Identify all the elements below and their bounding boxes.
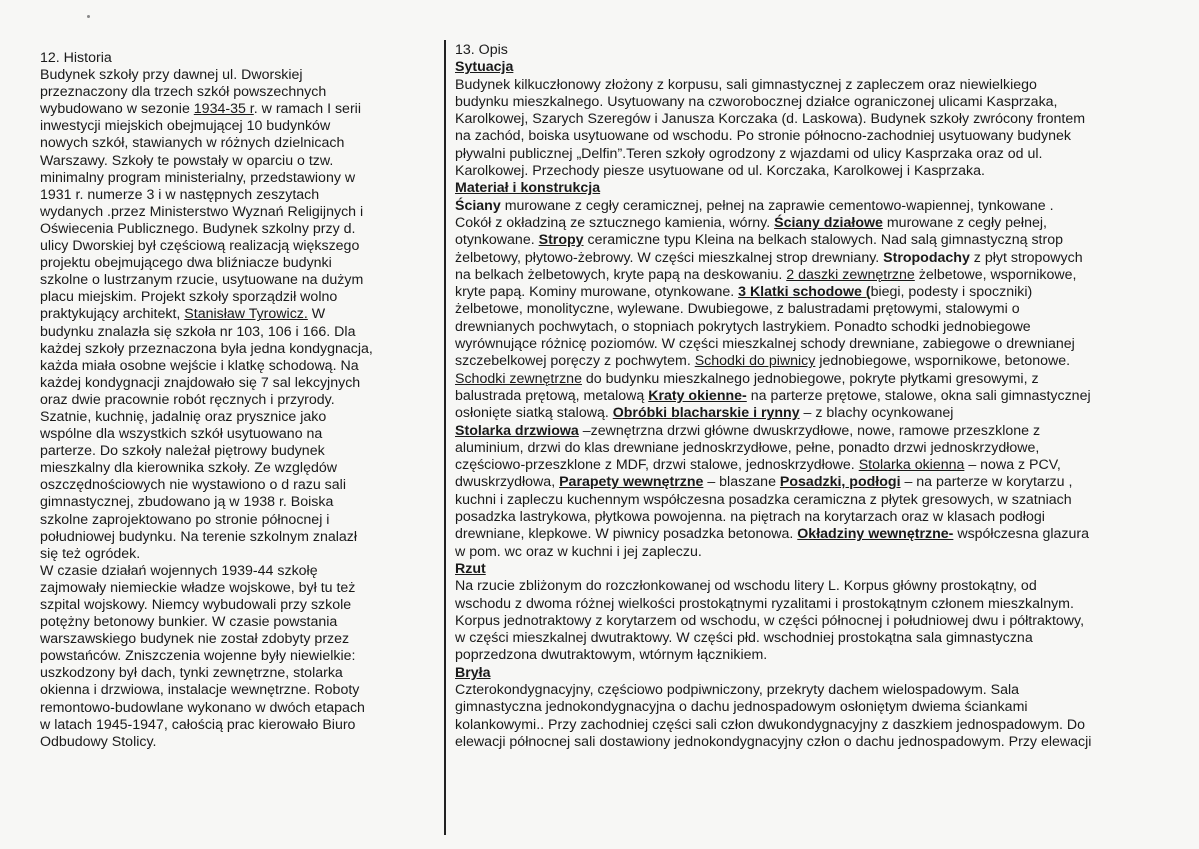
section-line: w pom. wc oraz w kuchni i jej zapleczu. (455, 543, 702, 560)
description-sections (455, 59, 1185, 751)
section-heading: Rzut (455, 560, 486, 577)
history-line: wybudowano w sezonie 1934-35 r. w ramach I serii (40, 101, 361, 118)
history-line: Oświecenia Publicznego. Budynek szkolny przy d. (40, 220, 356, 237)
section-line: w części mieszkalnej dwutraktowy. W części płd. wschodniej prostokątna sala gimnastyczna (455, 630, 1033, 647)
history-line: nowych szkół, stawianych w różnych dzielnicach (40, 135, 345, 152)
section-line: wschodu z dwoma różnej wielkości prostokątnymi ryzalitami i prostokątnym członem mieszkalnym. (455, 595, 1074, 612)
history-line: wydanych .przez Ministerstwo Wyznań Religijnych i (40, 203, 364, 220)
history-line: wspólne dla wszystkich szkół usytuowano na (40, 426, 323, 443)
section-line: otynkowane. Stropy ceramiczne typu Kleina na belkach stalowych. Nad salą gimnastyczną strop (455, 232, 1064, 249)
history-line: zajmowały niemieckie władze wojskowe, był tu też (40, 579, 356, 596)
section-line: szczebelkowej poręczy z pochwytem. Schodki do piwnicy jednobiegowe, wspornikowe, betonowe. (455, 353, 1071, 370)
history-line: budynku znalazła się szkoła nr 103, 106 i 166. Dla (40, 323, 356, 340)
section-line: Budynek kilkuczłonowy złożony z korpusu, sali gimnastycznej z zapleczem oraz niewielkiego (455, 76, 1037, 93)
history-line: 1931 r. numerze 3 i w następnych zeszytach (40, 186, 320, 203)
history-line: placu miejskim. Projekt szkoły sporządził wolno (40, 289, 338, 306)
history-line: remontowo-budowlane wykonano w dwóch etapach (40, 699, 365, 716)
history-line: każdej szkoły przeznaczona była jedna kondygnacja, (40, 340, 373, 357)
section-line: na belkach żelbetowych, kryte papą na deskowaniu. 2 daszki zewnętrzne żelbetowe, wspornikowe, (455, 266, 1077, 283)
section-heading: Materiał i konstrukcja (455, 180, 601, 197)
history-line: szkolne zaprojektowano po stronie północnej i (40, 511, 330, 528)
section-line: żelbetowy, płytowo-żebrowy. W części mieszkalnej strop drewniany. Stropodachy z płyt stropowych (455, 249, 1083, 266)
section-line: posadzka lastrykowa, płytkowa powojenna. na piętrach na korytarzach oraz w klasach podłogi (455, 509, 1045, 526)
history-line: gimnastycznej, zbudowano ją w 1938 r. Boiska (40, 494, 334, 511)
section-line: Korpus jednotraktowy z korytarzem od wschodu, w części północnej i południowej dwu i półtraktowy, (455, 612, 1085, 629)
history-line: powstańców. Zniszczenia wojenne były niewielkie: (40, 648, 356, 665)
section-heading: Bryła (455, 664, 491, 681)
description-column (455, 42, 1185, 751)
section-line: drewniane, klepkowe. W piwnicy posadzka betonowa. Okładziny wewnętrzne- współczesna glazura (455, 526, 1090, 543)
history-line: Budynek szkoły przy dawnej ul. Dworskiej (40, 67, 303, 84)
history-line: praktykujący architekt, Stanisław Tyrowicz. W (40, 306, 326, 323)
history-line: minimalny program ministerialny, przedstawiony w (40, 169, 356, 186)
section-heading: Sytuacja (455, 59, 514, 76)
history-line: warszawskiego budynek nie został zdobyty przez (40, 631, 350, 648)
section-line: kryte papą. Kominy murowane, otynkowane. 3 Klatki schodowe (biegi, podesty i spoczniki) (455, 284, 1033, 301)
section-line: Na rzucie zbliżonym do rozczłonkowanej od wschodu litery L. Korpus główny prostokątny, od (455, 578, 1037, 595)
section-line: Ściany murowane z cegły ceramicznej, pełnej na zaprawie cementowo-wapiennej, tynkowane . (455, 197, 1054, 214)
section-line: osłonięte siatką stalową. Obróbki blacharskie i rynny – z blachy ocynkowanej (455, 405, 954, 422)
history-column (40, 50, 435, 751)
history-line: W czasie działań wojennych 1939-44 szkołę (40, 562, 318, 579)
history-line: ulicy Dworskiej był częściową realizacją większego (40, 238, 360, 255)
section-line: drewnianych pochwytach, o stopniach pokrytych lastrykiem. Ponadto schodki jednobiegowe (455, 318, 1031, 335)
history-line: przeznaczony dla trzech szkół powszechnych (40, 84, 327, 101)
section-line: Stolarka drzwiowa –zewnętrzna drzwi główne dwuskrzydłowe, nowe, ramowe przeszklone z (455, 422, 1041, 439)
history-line: Warszawy. Szkoły te powstały w oparciu o tzw. (40, 152, 334, 169)
history-line: każda miała osobne wejście i klatkę schodową. Na (40, 357, 359, 374)
history-line: inwestycji miejskich obejmującej 10 budynków (40, 118, 331, 135)
history-line: oraz dwie pracownie robót ręcznych i przyrody. (40, 391, 335, 408)
section-line: na zachód, boiska usytuowane od wschodu. Po stronie północno-zachodniej usytuowany budynek (455, 128, 1071, 145)
history-title: 12. Historia (40, 50, 112, 66)
section-line: aluminium, drzwi do klas drewniane jednoskrzydłowe, pełne, ponadto drzwi jednoskrzydłowe, (455, 439, 1040, 456)
scan-speck (87, 15, 90, 18)
history-line: projektu obejmującego dwa bliźniacze budynki (40, 255, 332, 272)
section-line: Cokół z okładziną ze sztucznego kamienia, wórny. Ściany działowe murowane z cegły pełnej, (455, 214, 1047, 231)
section-line: Karolkowej, Szarych Szeregów i Janusza Korczaka (d. Laskowa). Budynek szkoły zwrócony frontem (455, 111, 1086, 128)
history-line: się też ogródek. (40, 545, 141, 562)
history-line: parterze. Do szkoły należał piętrowy budynek (40, 443, 325, 460)
history-line: południowej budynku. Na terenie szkolnym znalazł (40, 528, 358, 545)
section-line: balustrada prętową, metalową Kraty okienne- na parterze prętowe, stalowe, okna sali gimnastycznej (455, 387, 1091, 404)
section-line: Karolkowej. Przechody piesze usytuowane od ul. Korczaka, Karolkowej i Kasprzaka. (455, 163, 985, 180)
section-line: żelbetowe, monolityczne, wylewane. Dwubiegowe, z balustradami prętowymi, stalowymi o (455, 301, 1020, 318)
section-line: dwuskrzydłowa, Parapety wewnętrzne – blaszane Posadzki, podłogi – na parterze w korytarzu , (455, 474, 1073, 491)
section-line: kolankowymi.. Przy zachodniej części sali człon dwukondygnacyjny z daszkiem jednospadowym. Do (455, 716, 1086, 733)
history-line: potężny betonowy bunkier. W czasie powstania (40, 614, 338, 631)
history-line: w latach 1945-1947, całością prac kierowało Biuro (40, 716, 356, 733)
history-line: Odbudowy Stolicy. (40, 733, 157, 750)
history-line: uszkodzony był dach, tynki zewnętrzne, stolarka (40, 665, 343, 682)
section-line: pływalni publicznej „Delfin”.Teren szkoły ogrodzony z wjazdami od ulicy Kasprzaka oraz od ul. (455, 145, 1043, 162)
history-line: szkolne o lustrzanym rzucie, usytuowane na dużym (40, 272, 364, 289)
section-line: Schodki zewnętrzne do budynku mieszkalnego jednobiegowe, pokryte płytkami gresowymi, z (455, 370, 1039, 387)
section-line: częściowo-przeszklone z MDF, drzwi stalowe, jednoskrzydłowe. Stolarka okienna – nowa z PCV, (455, 457, 1061, 474)
description-title: 13. Opis (455, 42, 508, 58)
section-line: Czterokondygnacyjny, częściowo podpiwniczony, przekryty dachem wielospadowym. Sala (455, 681, 1020, 698)
column-divider (444, 40, 446, 835)
section-line: poprzedzona dwutraktowym, wtórnym łącznikiem. (455, 647, 768, 664)
section-line: elewacji północnej sali dostawiony jednokondygnacyjny człon o dachu jednospadowym. Przy elewacji (455, 733, 1092, 750)
history-line: szpital wojskowy. Niemcy wybudowali przy szkole (40, 597, 352, 613)
section-line: kuchni i zapleczu kuchennym współczesna posadzka ceramiczna z płytek gresowych, w szatniach (455, 491, 1072, 508)
section-line: wyrównujące różnicę poziomów. W części mieszkalnej schody drewniane, zabiegowe o drewnianej (455, 336, 1075, 353)
history-line: okienna i drzwiowa, instalacje wewnętrzne. Roboty (40, 682, 360, 699)
history-line: oszczędnościowych nie wystawiono o d razu sali (40, 477, 346, 494)
history-line: każdej kondygnacji znajdowało się 7 sal lekcyjnych (40, 374, 361, 391)
history-line: mieszkalny dla kierownika szkoły. Ze względów (40, 460, 337, 477)
history-text (40, 67, 435, 751)
section-line: budynku mieszkalnego. Usytuowany na czworobocznej działce ograniczonej ulicami Kasprzaka, (455, 93, 1058, 110)
section-line: gimnastyczna jednokondygnacyjna o dachu jednospadowym osłoniętym dwiema ściankami (455, 699, 1028, 716)
history-line: Szatnie, kuchnię, jadalnię oraz prysznice jako (40, 408, 327, 425)
